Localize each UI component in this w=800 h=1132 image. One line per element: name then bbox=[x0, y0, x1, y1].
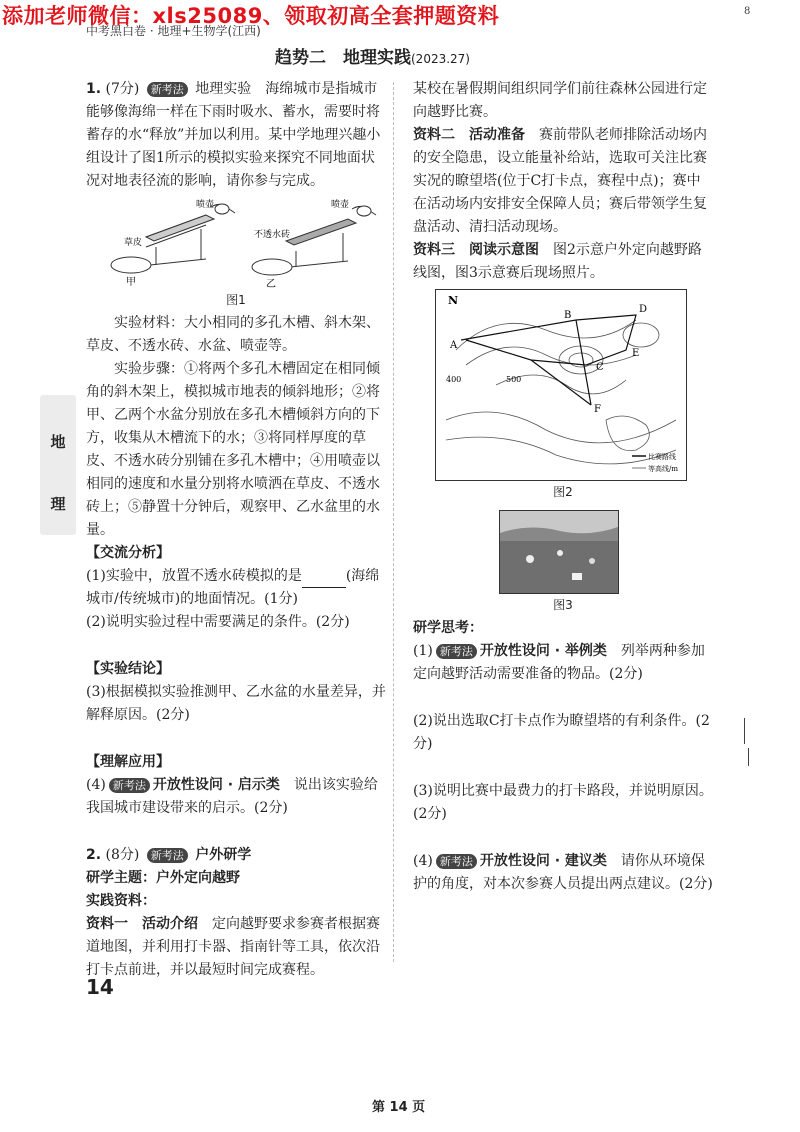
column-divider bbox=[393, 82, 394, 962]
new-method-badge: 新考法 bbox=[109, 778, 150, 793]
q1-sub4 bbox=[86, 774, 386, 820]
point-F: F bbox=[594, 404, 601, 415]
q1-sub4-pre: (4) bbox=[86, 777, 106, 793]
material-2-title: 资料二 活动准备 bbox=[413, 127, 525, 143]
scan-edge-mark bbox=[744, 718, 745, 744]
contour-lines bbox=[446, 320, 676, 464]
right-column bbox=[413, 78, 713, 896]
q1-sub2: (2)说明实验过程中需要满足的条件。(2分) bbox=[86, 614, 350, 630]
contour-500: 500 bbox=[506, 375, 522, 384]
q1-score: (7分) bbox=[105, 81, 140, 97]
subject-side-tab bbox=[40, 395, 76, 535]
q2-intro bbox=[86, 844, 386, 867]
legend-contour: 等高线/m bbox=[648, 465, 678, 473]
think-heading: 研学思考： bbox=[413, 620, 483, 636]
side-tab-char: 地 bbox=[50, 433, 66, 451]
q2-sub2: (2)说出选取C打卡点作为瞭望塔的有利条件。(2分) bbox=[413, 713, 710, 752]
heading-analysis: 【交流分析】 bbox=[86, 545, 170, 561]
heading-apply: 【理解应用】 bbox=[86, 754, 170, 770]
point-D: D bbox=[639, 304, 648, 315]
q1-sub4-text: 说出该实验给我国城市建设带来的启示。(2分) bbox=[86, 777, 378, 816]
q2-theme: 研学主题：户外定向越野 bbox=[86, 870, 240, 886]
new-method-badge: 新考法 bbox=[436, 854, 477, 869]
q2-sub1-type: 开放性设问 · 举例类 bbox=[479, 643, 607, 659]
q1-sub1 bbox=[86, 565, 386, 611]
section-year: (2023.27) bbox=[411, 52, 470, 66]
setup-brick bbox=[252, 206, 376, 275]
header-source: 中考黑白卷 · 地理+生物学(江西) bbox=[86, 24, 261, 38]
material-1-continued: 某校在暑假期间组织同学们前往森林公园进行定向越野比赛。 bbox=[413, 81, 707, 120]
q2-material-2 bbox=[413, 124, 713, 239]
side-tab-char: 理 bbox=[50, 495, 66, 513]
figure-1 bbox=[86, 197, 386, 289]
north-arrow: N bbox=[448, 294, 459, 307]
point-E: E bbox=[632, 348, 640, 359]
q2-sub4-type: 开放性设问 · 建议类 bbox=[479, 853, 607, 869]
heading-conclusion: 【实验结论】 bbox=[86, 661, 170, 677]
section-title-text: 趋势二 地理实践 bbox=[275, 48, 411, 68]
left-column bbox=[86, 78, 386, 982]
site-photo bbox=[499, 510, 619, 594]
q2-score: (8分) bbox=[105, 847, 140, 863]
watermark: 添加老师微信：xls25089、领取初高全套押题资料 bbox=[2, 4, 500, 28]
new-method-badge: 新考法 bbox=[147, 848, 188, 863]
new-method-badge: 新考法 bbox=[436, 644, 477, 659]
q2-sub4-text: 请你从环境保护的角度，对本次参赛人员提出两点建议。(2分) bbox=[413, 853, 713, 892]
q2-topic: 户外研学 bbox=[195, 847, 252, 863]
q1-intro bbox=[86, 78, 386, 193]
figure-2-caption: 图2 bbox=[553, 485, 573, 499]
material-1-text: 定向越野要求参赛者根据赛道地图，并利用打卡器、指南针等工具，依次沿打卡点前进，并以最短时间完成赛程。 bbox=[86, 916, 380, 978]
q2-sub1 bbox=[413, 640, 713, 686]
figure-3-caption: 图3 bbox=[553, 598, 573, 612]
figure-1-caption: 图1 bbox=[226, 293, 246, 307]
label-penhu1: 喷壶 bbox=[196, 200, 215, 210]
q1-text: 地理实验 海绵城市是指城市能够像海绵一样在下雨时吸水、蓄水，需要时将蓄存的水“释放”并加以利用。某中学地理兴趣小组设计了图1所示的模拟实验来探究不同地面状况对地表径流的影响，请你参与完成。 bbox=[86, 81, 381, 189]
point-B: B bbox=[564, 310, 572, 321]
scan-edge-mark bbox=[748, 748, 749, 766]
q2-sub4 bbox=[413, 850, 713, 896]
label-ptszhuan: 不透水砖 bbox=[254, 230, 291, 240]
top-mark: 8 bbox=[744, 6, 751, 17]
q2-sub4-pre: (4) bbox=[413, 853, 433, 869]
label-yi: 乙 bbox=[266, 279, 276, 289]
page-footer: 第 14 页 bbox=[372, 1100, 426, 1115]
q1-sub1-pre: (1)实验中，放置不透水砖模拟的是 bbox=[86, 568, 302, 584]
legend-route: 比赛路线 bbox=[648, 453, 676, 461]
photo-placeholder bbox=[500, 511, 618, 593]
q1-sub3: (3)根据模拟实验推测甲、乙水盆的水量差异，并解释原因。(2分) bbox=[86, 684, 386, 723]
q2-material-1 bbox=[86, 913, 386, 982]
material-3-title: 资料三 阅读示意图 bbox=[413, 242, 539, 258]
label-jia: 甲 bbox=[126, 277, 136, 288]
q2-materials-heading: 实践资料： bbox=[86, 893, 156, 909]
q1-steps: 实验步骤：①将两个多孔木槽固定在相同倾角的斜木架上，模拟城市地表的倾斜地形；②将甲、乙两个水盆分别放在多孔木槽倾斜方向的下方，收集从木槽流下的水；③将同样厚度的草皮、不透水砖分别铺在多孔木槽中；④用喷壶以相同的速度和水量分别将水喷洒在草皮、不透水砖上；⑤静置十分钟后，观察甲、乙水盆里的水量。 bbox=[86, 361, 380, 538]
material-2-text: 赛前带队老师排除活动场内的安全隐患，设立能量补给站，选取可关注比赛实况的瞭望塔(位于C打卡点，赛程中点)；赛中在活动场内安排安全保障人员；赛后带领学生复盘活动、清扫活动现场。 bbox=[413, 127, 707, 235]
label-penhu2: 喷壶 bbox=[331, 200, 350, 210]
q2-sub1-text: 列举两种参加定向越野活动需要准备的物品。(2分) bbox=[413, 643, 705, 682]
material-3-text: 图2示意户外定向越野路线图，图3示意赛后现场照片。 bbox=[413, 242, 702, 281]
q2-sub1-pre: (1) bbox=[413, 643, 433, 659]
experiment-illustration bbox=[86, 197, 386, 289]
orienteering-map bbox=[435, 289, 687, 481]
new-method-badge: 新考法 bbox=[147, 82, 188, 97]
q1-sub4-type: 开放性设问 · 启示类 bbox=[152, 777, 280, 793]
q1-materials: 实验材料：大小相同的多孔木槽、斜木架、草皮、不透水砖、水盆、喷壶等。 bbox=[86, 315, 380, 354]
point-A: A bbox=[450, 340, 458, 351]
point-C: C bbox=[596, 362, 604, 373]
label-caopi: 草皮 bbox=[124, 238, 143, 248]
section-title bbox=[275, 43, 470, 68]
q2-sub3: (3)说明比赛中最费力的打卡路段，并说明原因。(2分) bbox=[413, 783, 713, 822]
page-number-large: 14 bbox=[86, 975, 114, 999]
answer-blank[interactable] bbox=[302, 573, 346, 588]
q1-sub1-post: (海绵城市/传统城市)的地面情况。(1分) bbox=[86, 568, 380, 607]
q2-material-3 bbox=[413, 239, 713, 285]
material-1-title: 资料一 活动介绍 bbox=[86, 916, 198, 932]
contour-map bbox=[436, 290, 686, 480]
q2-number: 2. bbox=[86, 847, 102, 863]
contour-400: 400 bbox=[446, 375, 462, 384]
q1-number: 1. bbox=[86, 81, 102, 97]
